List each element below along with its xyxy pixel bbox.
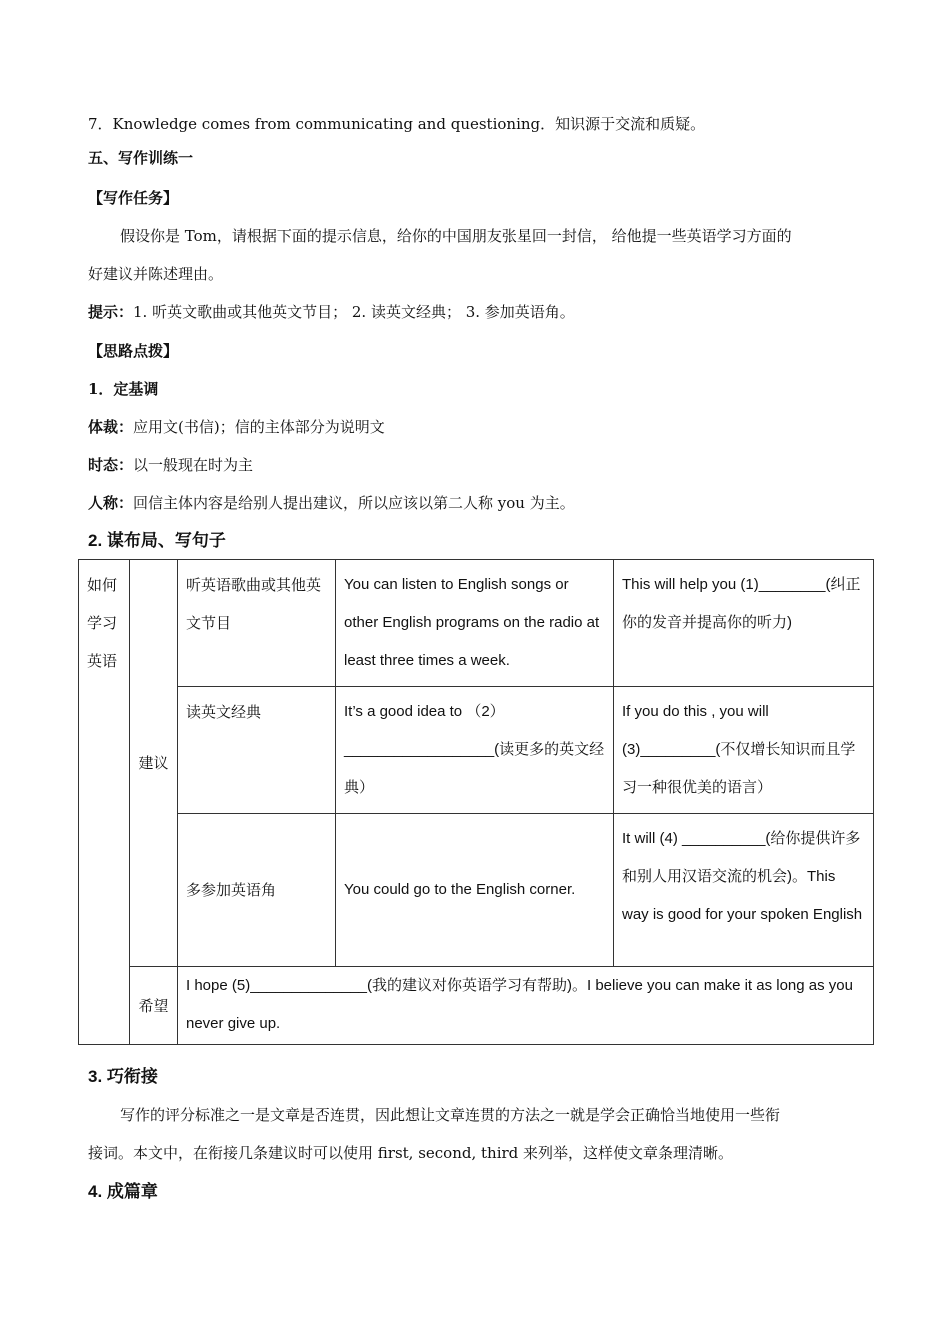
row1-en-cell: You can listen to English songs or other English programs on the radio at least three times a week. [336,560,614,687]
table-row [79,814,874,967]
hint-line [88,302,575,322]
hope-text-cell: I hope (5)______________(我的建议对你英语学习有帮助)。I believe you can make it as long as you never give up. [178,967,874,1045]
row2-result-cell: If you do this , you will (3)_________(不仅增长知识而且学习一种很优美的语言） [614,687,874,814]
table-row [79,687,874,814]
advice-cell: 建议 [130,560,178,967]
step3-title: 3. 巧衔接 [88,1067,158,1086]
genre-label: 体裁： [88,418,134,436]
tense-line [88,455,253,475]
row3-en-cell: You could go to the English corner. [336,814,614,967]
section-title: 五、写作训练一 [88,149,194,167]
step3-text-line-1: 写作的评分标准之一是文章是否连贯，因此想让文章连贯的方法之一就是学会正确恰当地使用一些衔 [120,1106,781,1124]
tense-label: 时态： [88,456,134,474]
task-text-line-1: 假设你是 Tom，请根据下面的提示信息，给你的中国朋友张星回一封信， 给他提一些英语学习方面的 [120,227,792,245]
row1-result-cell: This will help you (1)________(纠正你的发音并提高你的听力) [614,560,874,687]
genre-line [88,417,385,437]
step1-title: 1．定基调 [88,380,159,398]
row1-cn-cell: 听英语歌曲或其他英文节目 [178,560,336,687]
row2-en-cell: It’s a good idea to （2）__________________(读更多的英文经典） [336,687,614,814]
hope-cell: 希望 [130,967,178,1045]
step3-text-line-2: 接词。本文中，在衔接几条建议时可以使用 first, second, third 来列举，这样使文章条理清晰。 [88,1144,734,1162]
person-label: 人称： [88,494,134,512]
ideas-heading: 【思路点拨】 [88,342,179,360]
task-text-line-2: 好建议并陈述理由。 [88,265,224,283]
step2-title: 2. 谋布局、写句子 [88,531,226,550]
row2-cn-cell: 读英文经典 [178,687,336,814]
person-line [88,493,575,513]
writing-plan-table [78,559,874,1045]
genre-text: 应用文(书信)；信的主体部分为说明文 [133,418,385,436]
tense-text: 以一般现在时为主 [133,456,254,474]
table-row [79,560,874,687]
hint-text: 1. 听英文歌曲或其他英文节目； 2. 读英文经典； 3. 参加英语角。 [133,303,575,321]
row3-result-cell: It will (4) __________(给你提供许多和别人用汉语交流的机会)。This way is good for your spoken English [614,814,874,967]
table-row [79,967,874,1045]
task-heading: 【写作任务】 [88,189,179,207]
how-to-learn-cell: 如何学习英语 [79,560,130,1045]
step4-title: 4. 成篇章 [88,1182,158,1201]
knowledge-line: 7．Knowledge comes from communicating and questioning．知识源于交流和质疑。 [88,115,706,133]
row3-cn-cell: 多参加英语角 [178,814,336,967]
hint-label: 提示： [88,303,134,321]
person-text: 回信主体内容是给别人提出建议，所以应该以第二人称 you 为主。 [133,494,575,512]
